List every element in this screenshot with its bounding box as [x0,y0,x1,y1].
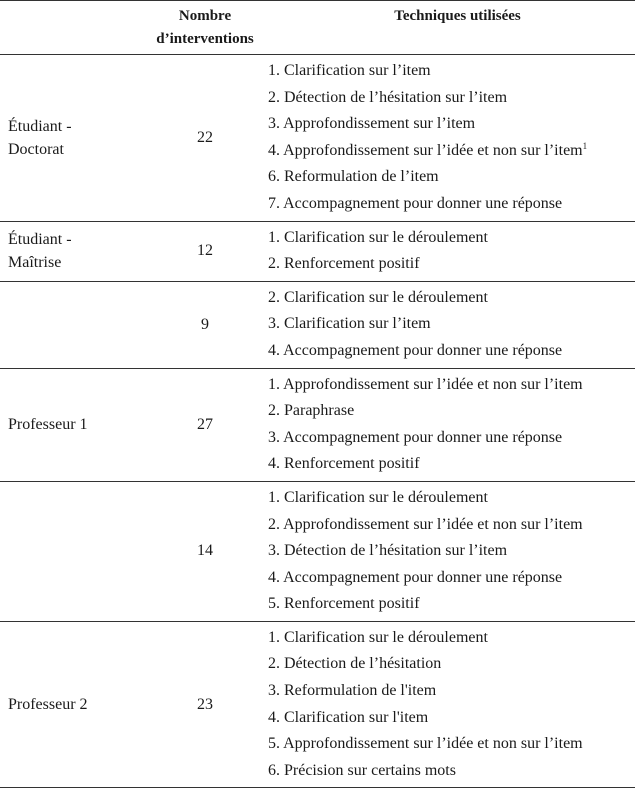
technique-item: 1. Clarification sur le déroulement [268,228,488,246]
techniques-cell [260,221,635,281]
technique-item: 3. Reformulation de l'item [268,682,437,700]
header-role [0,1,150,55]
technique-item: 1. Clarification sur le déroulement [268,628,488,646]
technique-item: 6. Reformulation de l’item [268,168,439,186]
count-cell: 14 [150,481,260,621]
role-line: Maîtrise [8,254,62,272]
technique-item: 2. Clarification sur le déroulement [268,288,488,306]
technique-item: 3. Accompagnement pour donner une réponse [268,428,563,446]
technique-item: 1. Clarification sur l’item [268,62,431,79]
table-row [0,368,635,481]
role-cell: Professeur 2 [0,621,150,788]
technique-item: 1. Clarification sur le déroulement [268,488,488,506]
count-cell: 23 [150,621,260,788]
header-row [0,1,635,55]
technique-item: 4. Accompagnement pour donner une réponse [268,568,563,586]
header-interventions [150,1,260,55]
technique-text: 4. Approfondissement sur l’idée et non sur l’item [268,141,583,159]
techniques-cell [260,368,635,481]
technique-item: 1. Approfondissement sur l’idée et non sur l’item [268,375,583,393]
table-row [0,481,635,621]
count-cell: 22 [150,55,260,222]
role-cell [0,221,150,281]
role-cell [0,55,150,222]
role-line: Étudiant - [8,117,72,135]
technique-item: 4. Renforcement positif [268,455,420,473]
technique-item: 3. Approfondissement sur l’item [268,115,476,133]
role-line: Étudiant - [8,231,72,249]
technique-item: 7. Accompagnement pour donner une réponse [268,194,563,212]
technique-item: 3. Détection de l’hésitation sur l’item [268,542,508,560]
footnote-marker: 1 [582,140,588,151]
role-line: Doctorat [8,140,64,158]
technique-item: 2. Paraphrase [268,402,355,420]
table-row [0,621,635,788]
techniques-cell [260,281,635,368]
techniques-cell [260,481,635,621]
technique-item: 2. Détection de l’hésitation sur l’item [268,88,508,106]
technique-item: 5. Approfondissement sur l’idée et non sur l’item [268,735,583,753]
technique-item: 4. Clarification sur l'item [268,708,429,726]
technique-item: 2. Approfondissement sur l’idée et non sur l’item [268,515,583,533]
role-cell [0,481,150,621]
table-row [0,55,635,222]
technique-item: 6. Précision sur certains mots [268,761,456,779]
count-cell: 12 [150,221,260,281]
technique-item [268,138,635,165]
role-cell: Professeur 1 [0,368,150,481]
header-techniques: Techniques utilisées [260,1,635,55]
header-interventions-line1: Nombre [178,8,232,24]
table-row [0,221,635,281]
technique-item: 4. Accompagnement pour donner une réponse [268,341,563,359]
header-interventions-line2: d’interventions [156,31,254,47]
role-cell [0,281,150,368]
technique-item: 3. Clarification sur l’item [268,315,431,333]
technique-item: 2. Renforcement positif [268,255,420,273]
technique-item: 5. Renforcement positif [268,595,420,613]
count-cell: 9 [150,281,260,368]
techniques-cell [260,621,635,788]
technique-item: 2. Détection de l’hésitation [268,655,442,673]
techniques-cell [260,55,635,222]
count-cell: 27 [150,368,260,481]
table-row [0,281,635,368]
